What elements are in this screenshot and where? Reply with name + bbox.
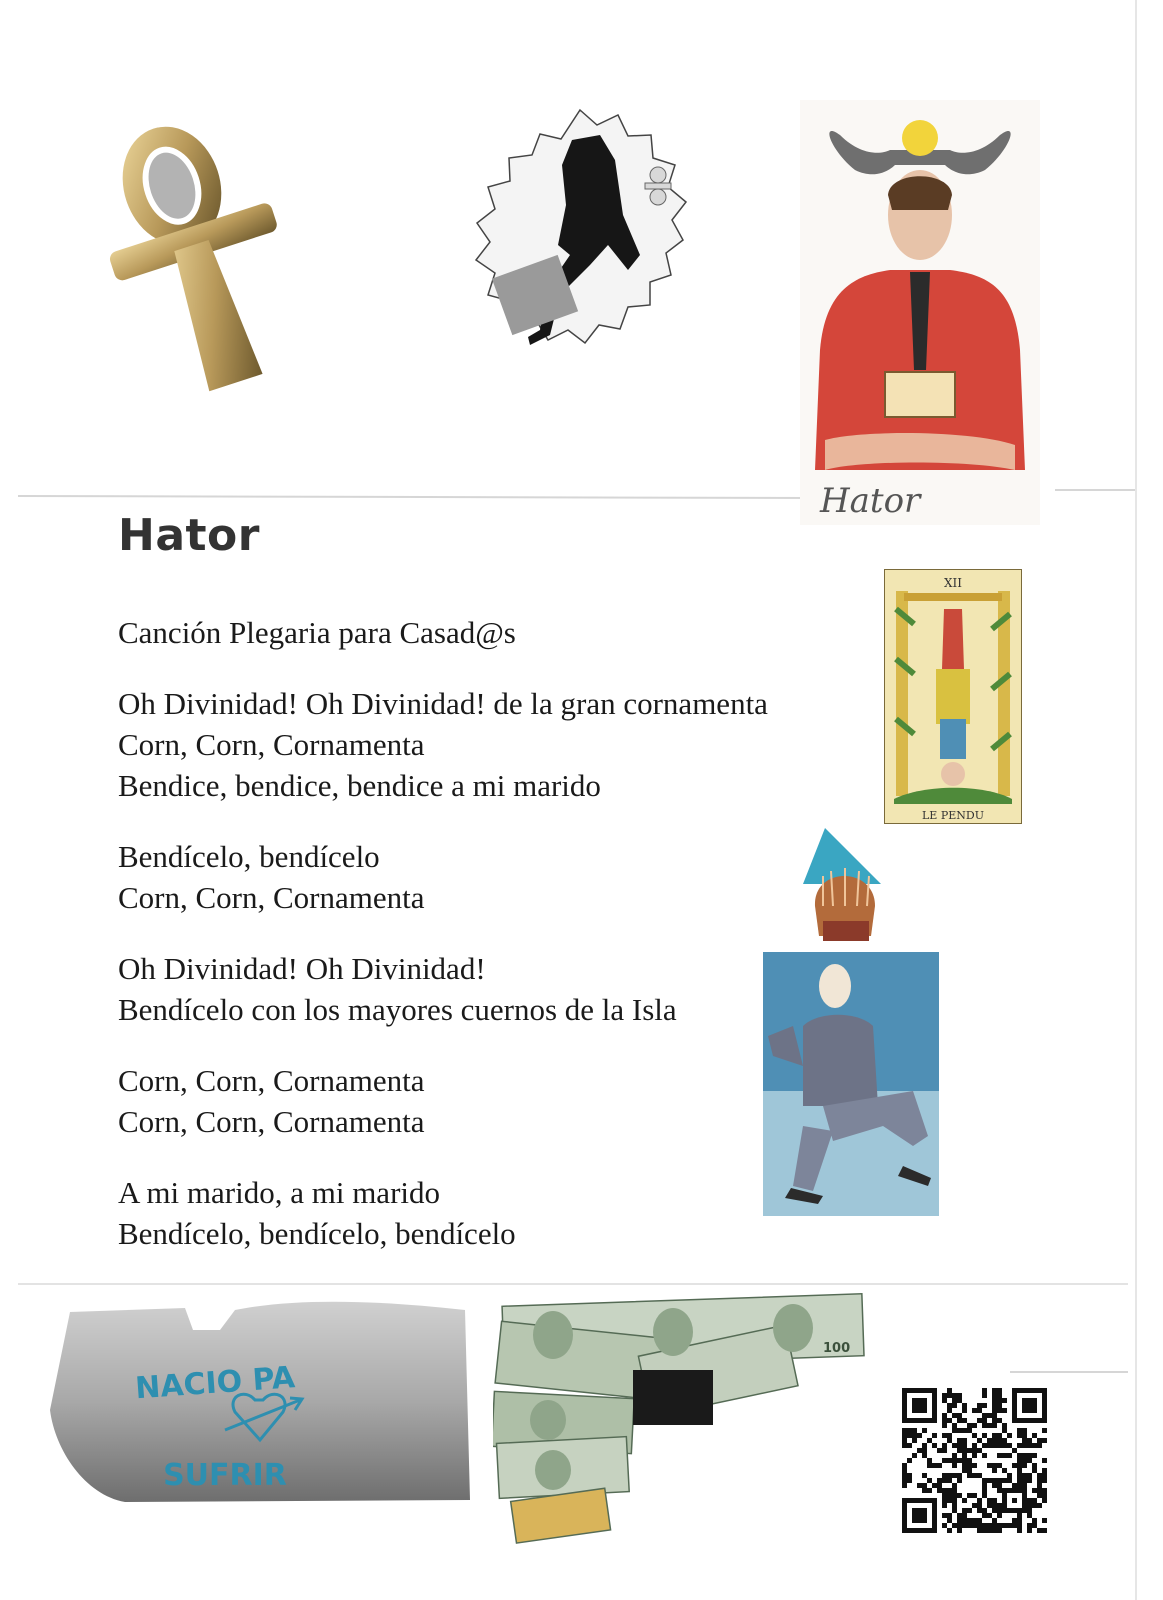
page-title: Hator xyxy=(118,510,260,561)
hator-figure-image xyxy=(800,100,1040,525)
lyric-line: Bendícelo con los mayores cuernos de la Isla xyxy=(118,992,677,1027)
tattoo-text-bottom: SUFRIR xyxy=(163,1458,287,1493)
tarot-card-le-pendu xyxy=(884,569,1022,824)
lyrics-stanza xyxy=(118,683,858,806)
paper-cut-line xyxy=(18,495,813,499)
lyric-line: Canción Plegaria para Casad@s xyxy=(118,615,516,650)
tattoo-text-top: NACIO PA xyxy=(134,1360,297,1407)
money-pile-image xyxy=(493,1290,873,1545)
lyric-line: Corn, Corn, Cornamenta xyxy=(118,1063,425,1098)
qr-code-icon[interactable] xyxy=(902,1388,1047,1533)
lyric-line: Bendice, bendice, bendice a mi marido xyxy=(118,768,601,803)
page-edge xyxy=(1135,0,1137,1600)
lyric-line: Oh Divinidad! Oh Divinidad! de la gran cornamenta xyxy=(118,686,768,721)
banknote-value: 100 xyxy=(823,1341,851,1356)
tarot-number: XII xyxy=(943,576,963,590)
ankh-icon xyxy=(108,125,298,400)
lyric-line: A mi marido, a mi marido xyxy=(118,1175,441,1210)
lyrics-stanza xyxy=(118,1060,858,1142)
windup-businessman-icon xyxy=(440,105,720,385)
seated-man-painting xyxy=(763,826,943,1218)
lyrics-subtitle xyxy=(118,612,858,653)
lyric-line: Bendícelo, bendícelo xyxy=(118,839,380,874)
lyric-line: Corn, Corn, Cornamenta xyxy=(118,1104,425,1139)
paper-cut-line xyxy=(1055,489,1135,491)
paper-cut-line xyxy=(1010,1371,1128,1373)
tarot-name: LE PENDU xyxy=(922,809,984,822)
lyrics-stanza xyxy=(118,948,858,1030)
lyrics-stanza xyxy=(118,836,858,918)
lyrics-block xyxy=(118,612,858,1284)
lyric-line: Corn, Corn, Cornamenta xyxy=(118,880,425,915)
lyric-line: Bendícelo, bendícelo, bendícelo xyxy=(118,1216,516,1251)
lyrics-stanza xyxy=(118,1172,858,1254)
tattooed-arm-image xyxy=(45,1300,475,1505)
lyric-line: Oh Divinidad! Oh Divinidad! xyxy=(118,951,486,986)
lyric-line: Corn, Corn, Cornamenta xyxy=(118,727,425,762)
hator-caption: Hator xyxy=(820,481,921,521)
